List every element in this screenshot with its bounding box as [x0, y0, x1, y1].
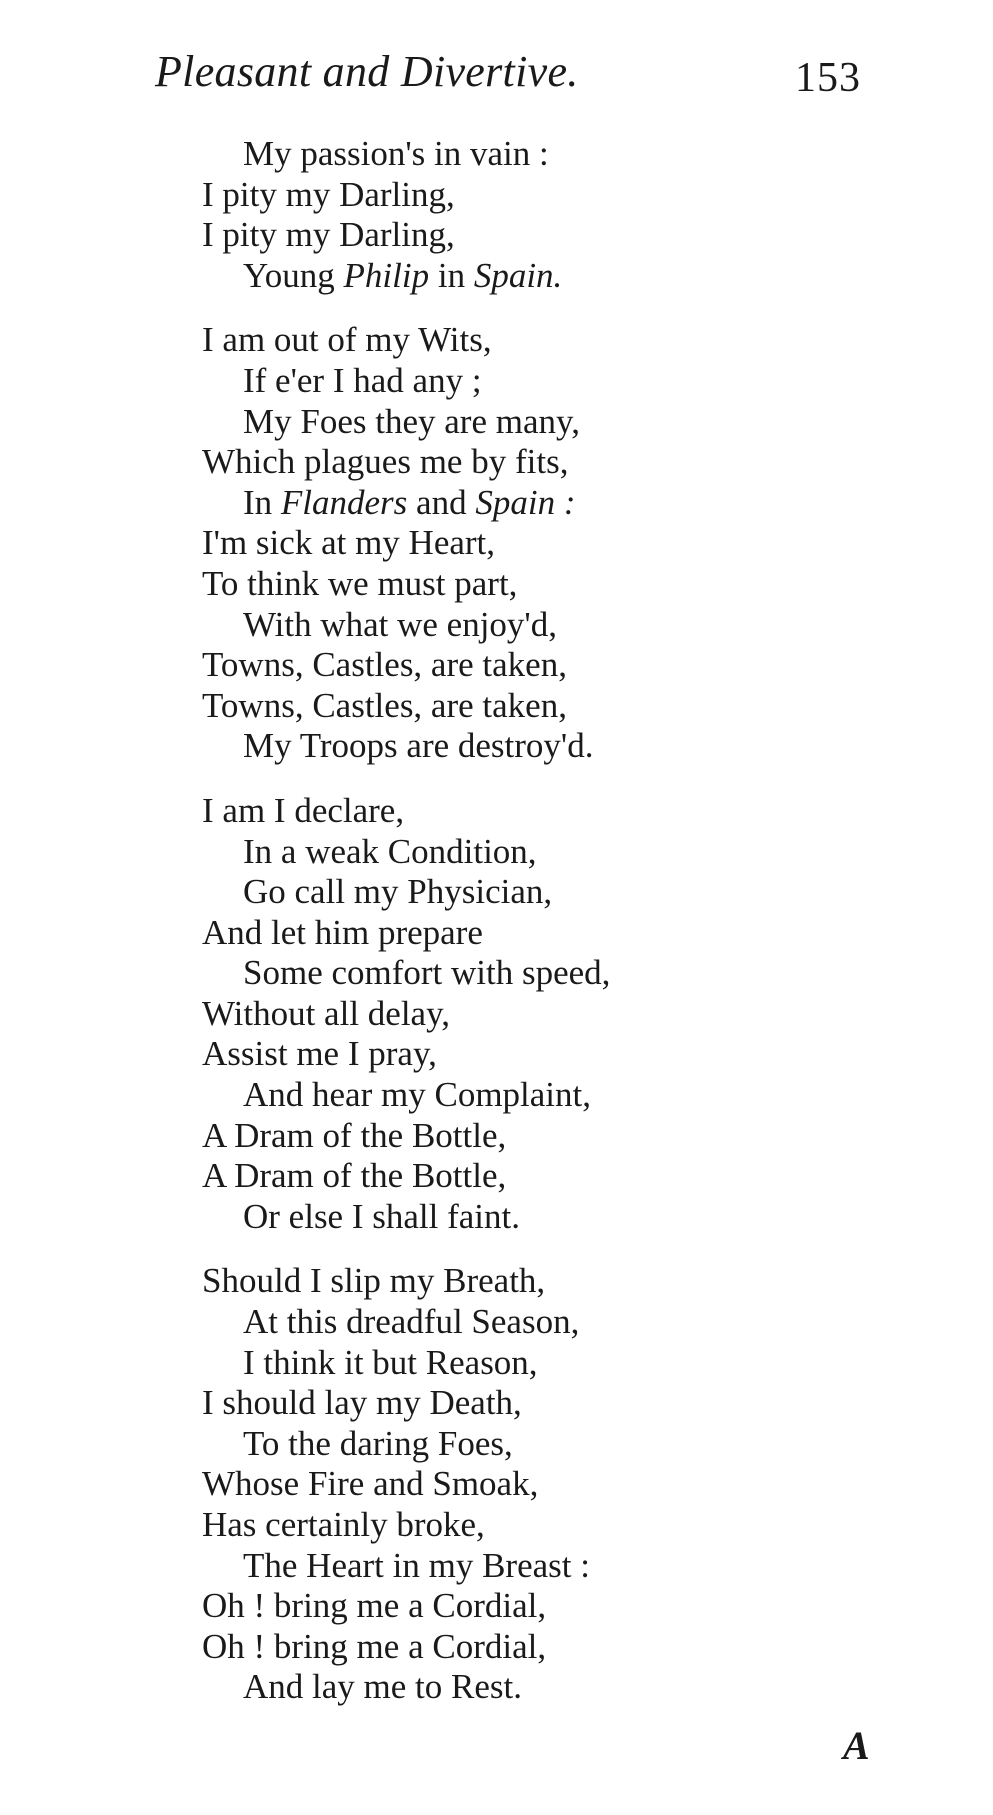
stanza-gap — [202, 1237, 942, 1261]
poem-line: My passion's in vain : — [243, 134, 549, 173]
poem-line: Oh ! bring me a Cordial, — [202, 1626, 547, 1666]
page-number: 153 — [795, 55, 861, 101]
poem-line: Towns, Castles, are taken, — [202, 685, 567, 725]
poem-line: A Dram of the Bottle, — [202, 1156, 507, 1196]
poem-line: Whose Fire and Smoak, — [202, 1464, 539, 1504]
poem-line — [202, 256, 942, 297]
poem-line: At this dreadful Season, — [243, 1302, 580, 1342]
poem-line: Or else I shall faint. — [243, 1196, 520, 1236]
poem-line: And let him prepare — [202, 912, 483, 952]
poem-line: I pity my Darling, — [202, 215, 455, 255]
poem — [202, 134, 942, 1708]
poem-line: And lay me to Rest. — [243, 1667, 522, 1707]
poem-line: My Foes they are many, — [243, 401, 580, 441]
poem-line: I pity my Darling, — [202, 174, 455, 214]
text-run: In — [243, 482, 281, 522]
poem-line: I am out of my Wits, — [202, 320, 492, 360]
poem-line: And hear my Complaint, — [243, 1075, 592, 1115]
poem-line: My Troops are destroy'd. — [243, 726, 594, 766]
poem-line: Has certainly broke, — [202, 1505, 485, 1544]
poem-line: If e'er I had any ; — [243, 360, 482, 400]
stanza-3 — [202, 791, 942, 1238]
stanza-gap — [202, 767, 942, 791]
poem-line: To the daring Foes, — [243, 1423, 513, 1463]
poem-line: Should I slip my Breath, — [202, 1261, 546, 1301]
poem-line: Some comfort with speed, — [243, 953, 611, 993]
running-title: Pleasant and Divertive. — [155, 47, 579, 96]
italic-place: Spain. — [473, 255, 563, 295]
poem-line: Oh ! bring me a Cordial, — [202, 1586, 547, 1626]
poem-line: I am I declare, — [202, 790, 405, 830]
poem-line: Towns, Castles, are taken, — [202, 645, 567, 685]
poem-line: I should lay my Death, — [202, 1383, 522, 1423]
stanza-gap — [202, 296, 942, 320]
poem-line: I think it but Reason, — [243, 1342, 538, 1382]
poem-line: Which plagues me by fits, — [202, 442, 569, 482]
catchword: A — [843, 1723, 870, 1768]
italic-place: Flanders — [280, 482, 408, 522]
poem-line: Without all delay, — [202, 993, 451, 1033]
italic-name: Philip — [343, 255, 430, 295]
poem-line: A Dram of the Bottle, — [202, 1115, 507, 1155]
stanza-4 — [202, 1261, 942, 1708]
poem-line: Go call my Physician, — [243, 872, 553, 912]
poem-line: In a weak Condition, — [243, 831, 537, 871]
poem-line: I'm sick at my Heart, — [202, 523, 496, 563]
text-run: Young — [243, 255, 344, 295]
text-run: and — [407, 482, 476, 522]
stanza-1 — [202, 134, 942, 296]
poem-line: The Heart in my Breast : — [243, 1545, 590, 1585]
italic-place: Spain : — [475, 482, 576, 522]
poem-line: With what we enjoy'd, — [243, 604, 557, 644]
poem-line: Assist me I pray, — [202, 1034, 437, 1074]
stanza-2 — [202, 320, 942, 767]
text-run: in — [429, 255, 474, 295]
poem-line: To think we must part, — [202, 563, 518, 603]
poem-line — [202, 483, 942, 524]
